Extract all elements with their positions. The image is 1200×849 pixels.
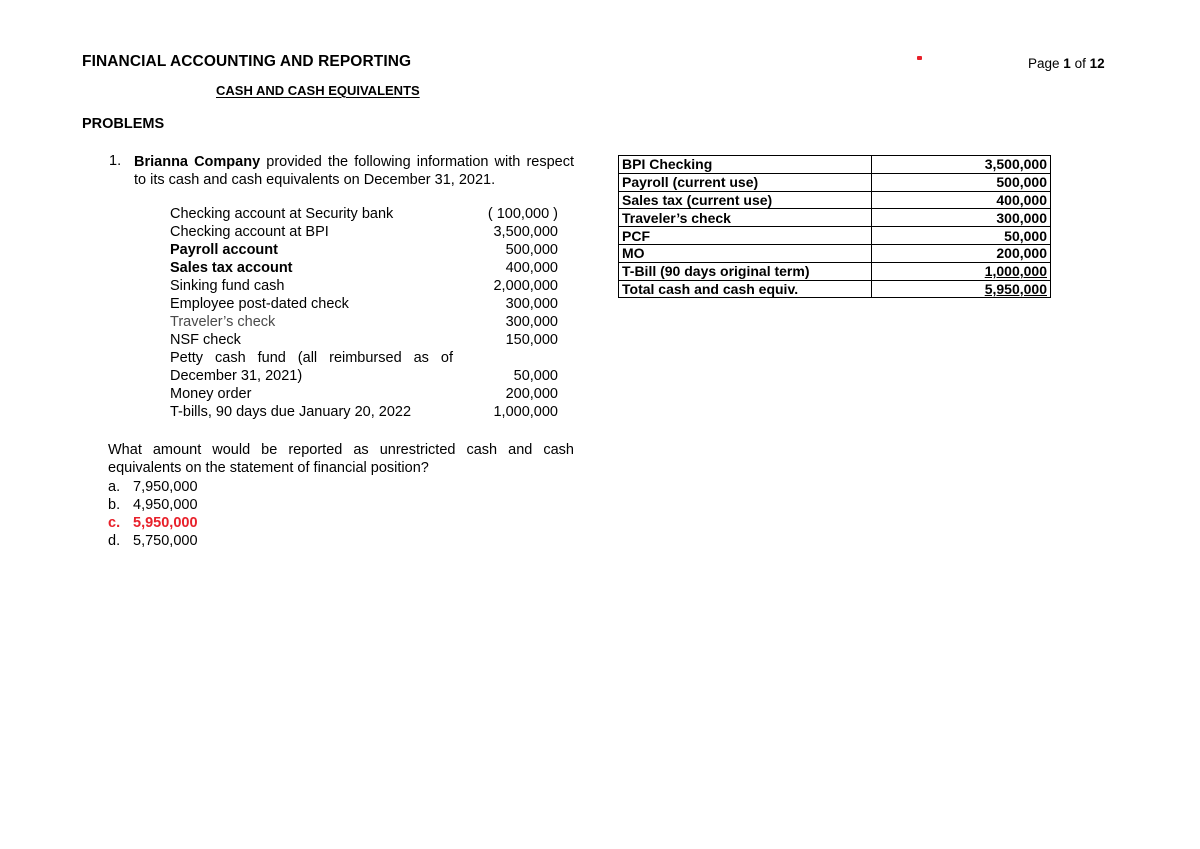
solution-amount: 50,000 [872,227,1051,245]
solution-label: T-Bill (90 days original term) [619,262,872,280]
cash-item-row [170,277,570,295]
cash-item-row [170,349,570,385]
cash-item-label: Sales tax account [170,260,293,276]
choice-value: 4,950,000 [133,497,198,513]
choice-value: 7,950,000 [133,479,198,495]
solution-amount: 1,000,000 [872,262,1051,280]
cash-item-amount: 3,500,000 [493,224,558,240]
cash-item-amount: 200,000 [505,386,558,402]
answer-choice [108,532,198,550]
question-text: What amount would be reported as unrestricted cash and cash equivalents on the statement of financial position? [108,442,574,476]
cash-item-amount: 1,000,000 [493,404,558,420]
solution-row [619,227,1051,245]
solution-label: PCF [619,227,872,245]
cash-item-row [170,403,570,421]
cash-item-row [170,241,570,259]
solution-row [619,209,1051,227]
solution-amount: 5,950,000 [872,280,1051,298]
problem-intro: Brianna Company provided the following information with respect to its cash and cash equivalents on December 31, 2021. [134,154,574,188]
cash-item-label: Employee post-dated check [170,296,349,312]
answer-choice [108,514,198,532]
cash-item-amount: 300,000 [505,314,558,330]
solution-row [619,191,1051,209]
cash-item-row [170,295,570,313]
solution-row [619,173,1051,191]
solution-label: Total cash and cash equiv. [619,280,872,298]
cash-item-amount: 400,000 [505,260,558,276]
solution-amount: 3,500,000 [872,156,1051,174]
solution-amount: 500,000 [872,173,1051,191]
choice-value: 5,950,000 [133,515,198,531]
choice-letter: d. [108,533,121,549]
cash-item-row [170,223,570,241]
answer-choices [108,478,198,550]
solution-table [618,155,1051,298]
problem-number: 1. [109,153,122,169]
cash-item-label: Money order [170,386,252,402]
solution-label: Traveler’s check [619,209,872,227]
choice-letter: a. [108,479,121,495]
solution-row [619,244,1051,262]
solution-label: Payroll (current use) [619,173,872,191]
cash-item-amount: ( 100,000 ) [487,206,558,222]
cash-item-label: Traveler’s check [170,314,276,330]
solution-label: MO [619,244,872,262]
problems-heading: PROBLEMS [82,116,165,132]
solution-amount: 400,000 [872,191,1051,209]
cash-item-amount: 150,000 [505,332,558,348]
cash-items-list [170,205,570,421]
cash-item-row [170,259,570,277]
solution-amount: 200,000 [872,244,1051,262]
red-mark [917,56,922,60]
cash-item-amount: 50,000 [513,368,558,384]
cash-item-row [170,205,570,223]
cash-item-amount: 500,000 [505,242,558,258]
answer-choice [108,496,198,514]
document-title: FINANCIAL ACCOUNTING AND REPORTING [82,53,412,70]
cash-item-amount: 300,000 [505,296,558,312]
solution-row [619,280,1051,298]
solution-label: Sales tax (current use) [619,191,872,209]
answer-choice [108,478,198,496]
cash-item-row [170,331,570,349]
cash-item-row [170,385,570,403]
cash-item-row [170,313,570,331]
solution-label: BPI Checking [619,156,872,174]
cash-item-amount: 2,000,000 [493,278,558,294]
cash-item-label: Checking account at Security bank [170,206,394,222]
cash-item-label: Petty cash fund (all reimbursed as of December 31, 2021) [170,350,453,384]
solution-row [619,262,1051,280]
choice-letter: b. [108,497,121,513]
page-number: Page 1 of 12 [1028,56,1105,71]
solution-amount: 300,000 [872,209,1051,227]
company-name: Brianna Company [134,154,261,170]
cash-item-label: T-bills, 90 days due January 20, 2022 [170,404,412,420]
cash-item-label: Payroll account [170,242,278,258]
section-title: CASH AND CASH EQUIVALENTS [216,83,420,98]
choice-value: 5,750,000 [133,533,198,549]
cash-item-label: NSF check [170,332,241,348]
choice-letter: c. [108,515,121,531]
solution-row [619,156,1051,174]
cash-item-label: Sinking fund cash [170,278,285,294]
cash-item-label: Checking account at BPI [170,224,329,240]
